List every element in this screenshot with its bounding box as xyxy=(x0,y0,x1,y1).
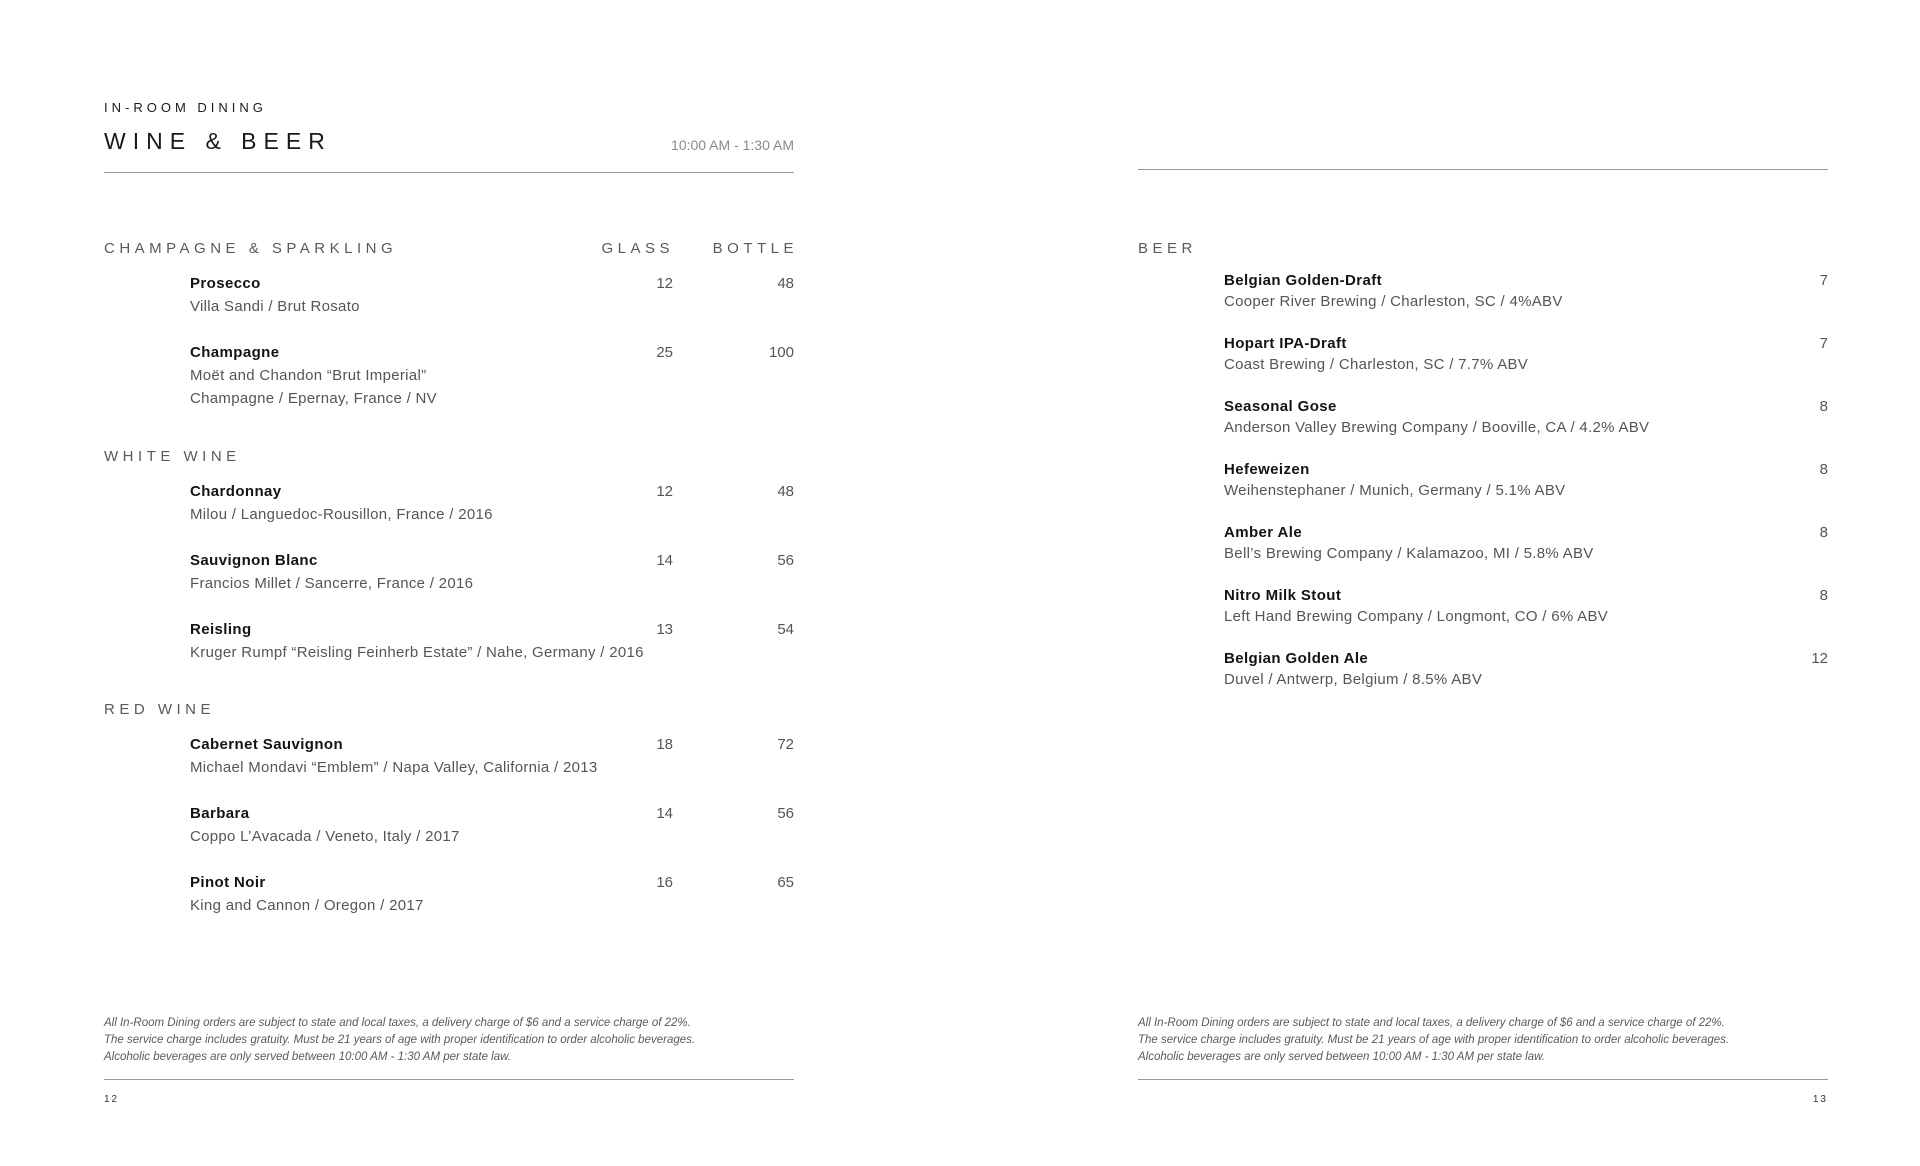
menu-item xyxy=(1224,585,1828,627)
item-name: Belgian Golden Ale xyxy=(1224,650,1369,667)
column-heading-bottle: BOTTLE xyxy=(712,240,798,257)
item-description: Francios Millet / Sancerre, France / 2016 xyxy=(190,575,474,592)
menu-item xyxy=(1224,648,1828,690)
header-divider xyxy=(1138,169,1828,170)
item-description: Duvel / Antwerp, Belgium / 8.5% ABV xyxy=(1224,671,1483,688)
page-title: WINE & BEER xyxy=(104,128,332,154)
glass-price: 12 xyxy=(656,483,673,500)
item-description: Bell’s Brewing Company / Kalamazoo, MI / 5.8% ABV xyxy=(1224,545,1594,562)
menu-item xyxy=(1224,333,1828,375)
glass-price: 12 xyxy=(656,275,673,292)
item-price: 12 xyxy=(1811,650,1828,667)
item-description: Anderson Valley Brewing Company / Booville, CA / 4.2% ABV xyxy=(1224,419,1650,436)
item-description: Michael Mondavi “Emblem” / Napa Valley, California / 2013 xyxy=(190,759,598,776)
section-heading-beer: BEER xyxy=(1138,240,1197,257)
menu-item xyxy=(190,272,794,318)
glass-price: 14 xyxy=(656,552,673,569)
item-price: 8 xyxy=(1819,461,1828,478)
bottle-price: 48 xyxy=(777,275,794,292)
item-name: Seasonal Gose xyxy=(1224,398,1337,415)
bottle-price: 54 xyxy=(777,621,794,638)
item-description: Left Hand Brewing Company / Longmont, CO / 6% ABV xyxy=(1224,608,1609,625)
item-price: 7 xyxy=(1819,272,1828,289)
page-number: 13 xyxy=(1812,1094,1828,1105)
item-name: Sauvignon Blanc xyxy=(190,552,318,569)
section-heading-red-wine: RED WINE xyxy=(104,701,215,718)
section-heading-champagne: CHAMPAGNE & SPARKLING xyxy=(104,240,398,257)
item-name: Belgian Golden-Draft xyxy=(1224,272,1383,289)
bottle-price: 56 xyxy=(777,552,794,569)
item-description: Coast Brewing / Charleston, SC / 7.7% ABV xyxy=(1224,356,1529,373)
menu-item xyxy=(190,871,794,917)
menu-item xyxy=(1224,459,1828,501)
menu-item xyxy=(190,733,794,779)
disclaimer-line: Alcoholic beverages are only served between 10:00 AM - 1:30 AM per state law. xyxy=(1138,1051,1545,1063)
item-description: Kruger Rumpf “Reisling Feinherb Estate” / Nahe, Germany / 2016 xyxy=(190,644,644,661)
item-name: Hefeweizen xyxy=(1224,461,1310,478)
item-name: Hopart IPA-Draft xyxy=(1224,335,1347,352)
header-divider xyxy=(104,172,794,173)
bottle-price: 65 xyxy=(777,874,794,891)
menu-page-right xyxy=(1138,0,1828,1166)
item-description: Cooper River Brewing / Charleston, SC / 4%ABV xyxy=(1224,293,1563,310)
menu-item xyxy=(1224,270,1828,312)
menu-item xyxy=(190,341,794,410)
item-name: Champagne xyxy=(190,344,280,361)
glass-price: 14 xyxy=(656,805,673,822)
item-description: Villa Sandi / Brut Rosato xyxy=(190,298,360,315)
item-name: Nitro Milk Stout xyxy=(1224,587,1342,604)
item-name: Cabernet Sauvignon xyxy=(190,736,344,753)
item-name: Prosecco xyxy=(190,275,261,292)
item-description: Weihenstephaner / Munich, Germany / 5.1% ABV xyxy=(1224,482,1566,499)
bottle-price: 100 xyxy=(768,344,794,361)
disclaimer-line: The service charge includes gratuity. Must be 21 years of age with proper identification to order alcoholic beverages. xyxy=(1138,1034,1730,1046)
item-price: 8 xyxy=(1819,398,1828,415)
menu-item xyxy=(190,618,794,664)
item-name: Barbara xyxy=(190,805,250,822)
menu-eyebrow: IN-ROOM DINING xyxy=(104,100,267,115)
glass-price: 13 xyxy=(656,621,673,638)
menu-item xyxy=(190,480,794,526)
footer-divider xyxy=(1138,1079,1828,1080)
item-description: Champagne / Epernay, France / NV xyxy=(190,390,437,407)
item-price: 8 xyxy=(1819,587,1828,604)
menu-item xyxy=(190,802,794,848)
item-name: Pinot Noir xyxy=(190,874,266,891)
bottle-price: 56 xyxy=(777,805,794,822)
item-price: 8 xyxy=(1819,524,1828,541)
disclaimer-line: The service charge includes gratuity. Must be 21 years of age with proper identification to order alcoholic beverages. xyxy=(104,1034,696,1046)
item-description: Coppo L’Avacada / Veneto, Italy / 2017 xyxy=(190,828,460,845)
item-name: Chardonnay xyxy=(190,483,282,500)
menu-page-left xyxy=(104,0,798,1166)
item-name: Amber Ale xyxy=(1224,524,1303,541)
page-number: 12 xyxy=(104,1094,120,1105)
item-price: 7 xyxy=(1819,335,1828,352)
item-description: King and Cannon / Oregon / 2017 xyxy=(190,897,424,914)
glass-price: 18 xyxy=(656,736,673,753)
menu-item xyxy=(1224,522,1828,564)
glass-price: 16 xyxy=(656,874,673,891)
disclaimer-line: All In-Room Dining orders are subject to state and local taxes, a delivery charge of $6 and a service charge of 22%. xyxy=(1138,1017,1725,1029)
item-description: Moët and Chandon “Brut Imperial” xyxy=(190,367,427,384)
bottle-price: 48 xyxy=(777,483,794,500)
disclaimer xyxy=(104,1015,794,1066)
column-heading-glass: GLASS xyxy=(601,240,674,257)
service-hours: 10:00 AM - 1:30 AM xyxy=(671,137,794,153)
section-heading-white-wine: WHITE WINE xyxy=(104,448,241,465)
item-description: Milou / Languedoc-Rousillon, France / 2016 xyxy=(190,506,493,523)
item-name: Reisling xyxy=(190,621,252,638)
disclaimer-line: Alcoholic beverages are only served between 10:00 AM - 1:30 AM per state law. xyxy=(104,1051,511,1063)
bottle-price: 72 xyxy=(777,736,794,753)
disclaimer xyxy=(1138,1015,1828,1066)
glass-price: 25 xyxy=(656,344,673,361)
disclaimer-line: All In-Room Dining orders are subject to state and local taxes, a delivery charge of $6 and a service charge of 22%. xyxy=(104,1017,691,1029)
menu-item xyxy=(190,549,794,595)
menu-item xyxy=(1224,396,1828,438)
footer-divider xyxy=(104,1079,794,1080)
